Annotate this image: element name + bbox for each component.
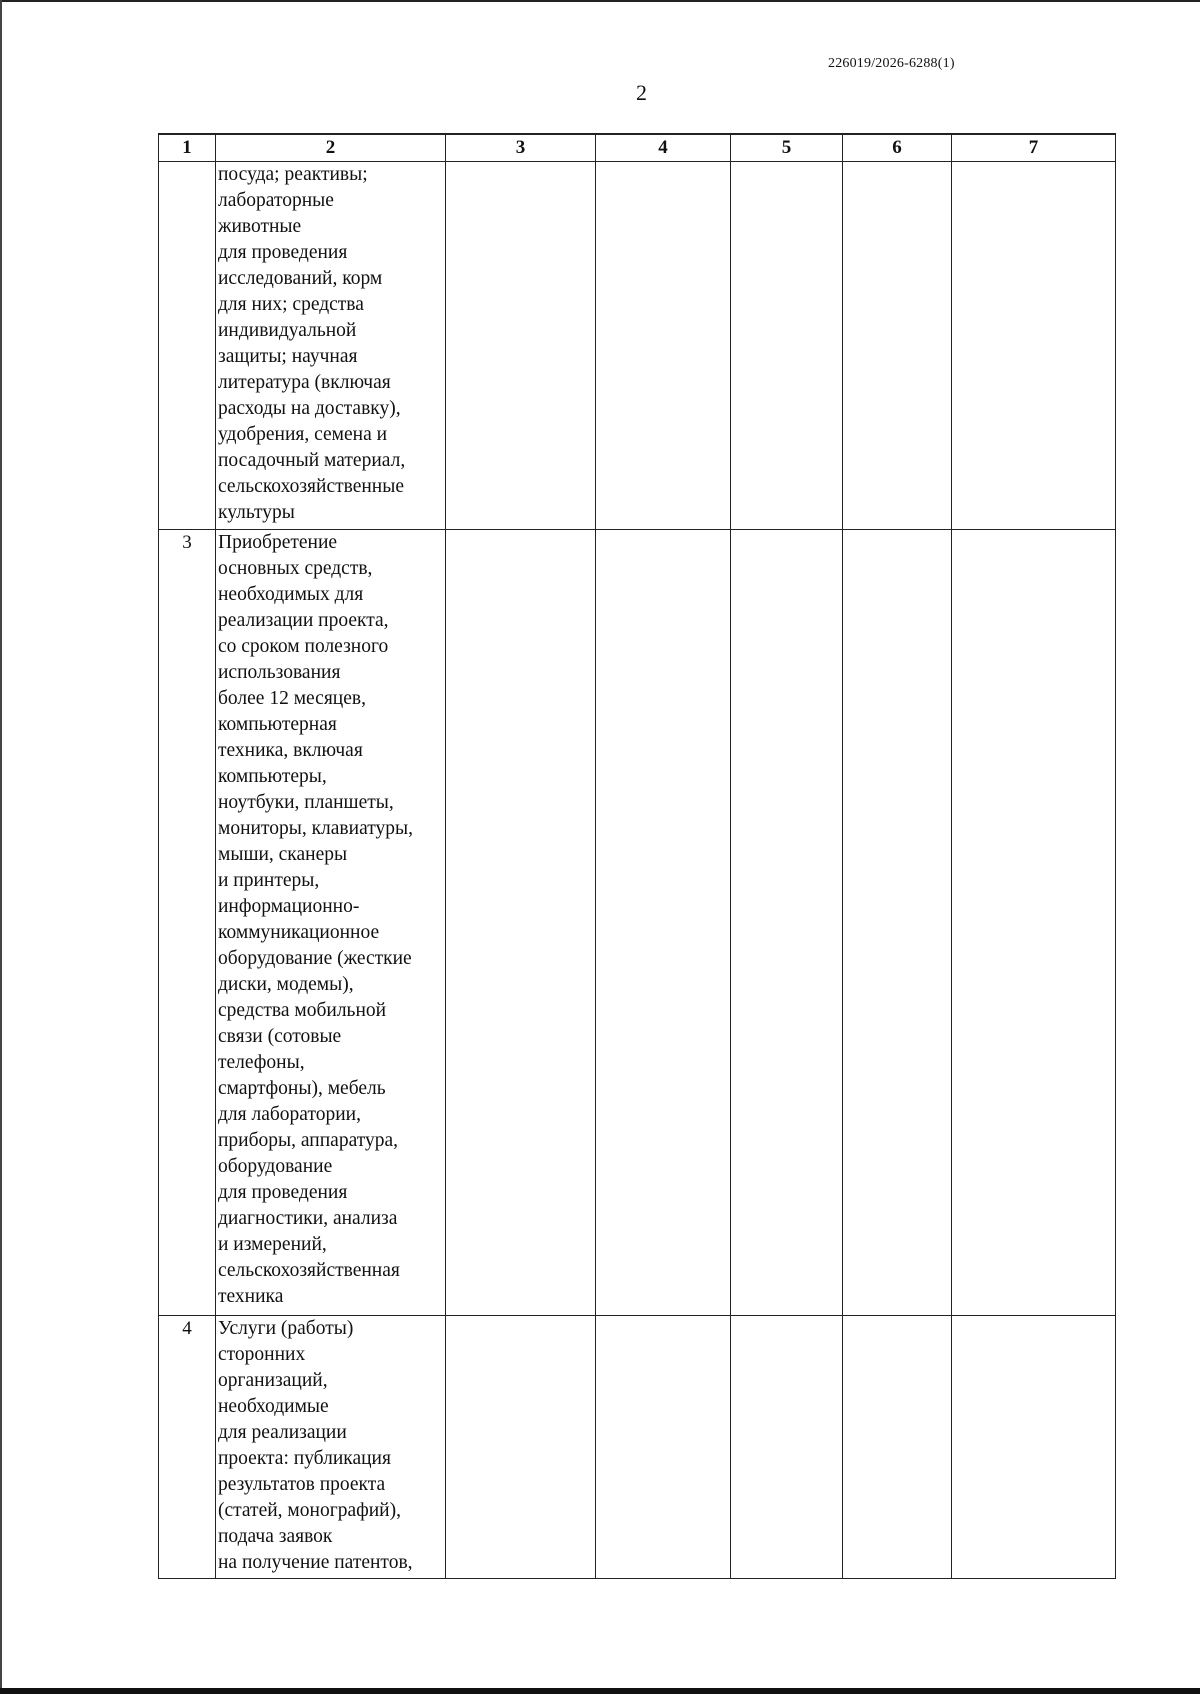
expense-description-cell: Услуги (работы) сторонних организаций, необходимые для реализации проекта: публикация результатов проекта (статей, монографий), подача заявок на получение патентов, — [216, 1316, 446, 1579]
empty-cell — [446, 530, 596, 1316]
scan-bottom-edge — [0, 1688, 1200, 1694]
column-header-4: 4 — [596, 134, 731, 162]
column-header-3: 3 — [446, 134, 596, 162]
row-number-cell — [159, 162, 216, 530]
column-header-2: 2 — [216, 134, 446, 162]
empty-cell — [843, 162, 952, 530]
empty-cell — [596, 530, 731, 1316]
column-header-1: 1 — [159, 134, 216, 162]
empty-cell — [446, 162, 596, 530]
empty-cell — [446, 1316, 596, 1579]
expense-table — [158, 133, 1116, 1579]
empty-cell — [596, 162, 731, 530]
expense-description-cell: посуда; реактивы; лабораторные животные для проведения исследований, корм для них; средства индивидуальной защиты; научная литература (включая расходы на доставку), удобрения, семена и посадочный материал, сельскохозяйственные культуры — [216, 162, 446, 530]
table-row — [159, 162, 1116, 530]
empty-cell — [731, 162, 843, 530]
row-number-cell: 3 — [159, 530, 216, 1316]
column-header-6: 6 — [843, 134, 952, 162]
empty-cell — [731, 530, 843, 1316]
row-number-cell: 4 — [159, 1316, 216, 1579]
column-header-5: 5 — [731, 134, 843, 162]
empty-cell — [596, 1316, 731, 1579]
scan-left-edge — [0, 0, 2, 1694]
empty-cell — [952, 1316, 1116, 1579]
registration-number: 226019/2026-6288(1) — [828, 56, 955, 71]
table-row — [159, 1316, 1116, 1579]
empty-cell — [843, 1316, 952, 1579]
empty-cell — [731, 1316, 843, 1579]
table-header-row — [159, 134, 1116, 162]
empty-cell — [952, 530, 1116, 1316]
column-header-7: 7 — [952, 134, 1116, 162]
table-row — [159, 530, 1116, 1316]
scan-top-edge — [0, 0, 1200, 2]
empty-cell — [952, 162, 1116, 530]
expense-description-cell: Приобретение основных средств, необходимых для реализации проекта, со сроком полезного использования более 12 месяцев, компьютерная техника, включая компьютеры, ноутбуки, планшеты, мониторы, клавиатуры, мыши, сканеры и принтеры, информационно- коммуникационное оборудование (жесткие диски, модемы), средства мобильной связи (сотовые телефоны, смартфоны), мебель для лаборатории, приборы, аппаратура, оборудование для проведения диагностики, анализа и измерений, сельскохозяйственная техника — [216, 530, 446, 1316]
empty-cell — [843, 530, 952, 1316]
page-number: 2 — [636, 80, 647, 105]
